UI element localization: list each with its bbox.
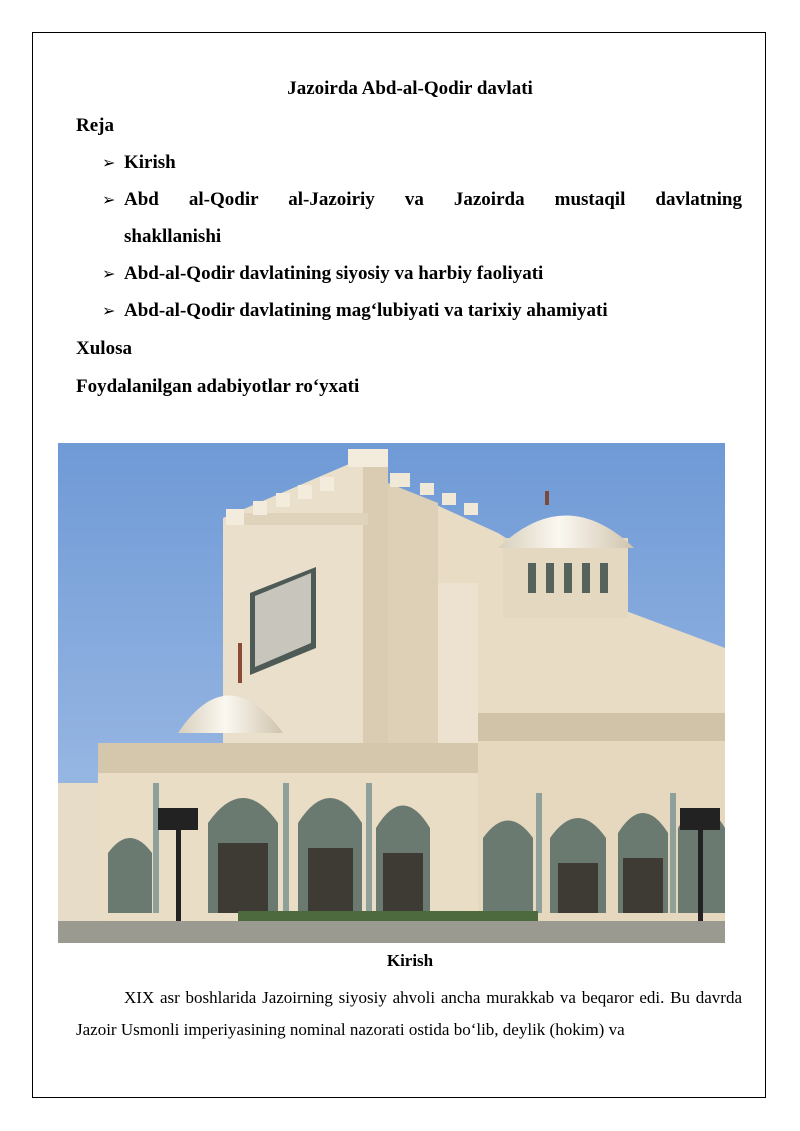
document-title: Jazoirda Abd-al-Qodir davlati: [287, 78, 533, 99]
plan-item-text-line1: Abd al-Qodir al-Jazoiriy va Jazoirda mustaqil davlatning: [124, 189, 742, 210]
plan-item-text: Abd-al-Qodir davlatining siyosiy va harbiy faoliyati: [124, 263, 544, 284]
plan-item: [102, 144, 742, 181]
references-heading: Foydalanilgan adabiyotlar ro‘yxati: [76, 376, 360, 397]
plan-item-text: Abd-al-Qodir davlatining mag‘lubiyati va tarixiy ahamiyati: [124, 300, 608, 321]
mosque-photo: [58, 443, 725, 943]
conclusion-heading: Xulosa: [76, 338, 132, 359]
plan-item: [102, 292, 742, 329]
arrow-bullet-icon: ➢: [102, 301, 116, 320]
section-heading: Kirish: [386, 951, 434, 970]
body-paragraph: XIX asr boshlarida Jazoirning siyosiy ahvoli ancha murakkab va beqaror edi. Bu davrda Jazoir Usmonli imperiyasining nominal nazorati ostida bo‘lib, deylik (hokim) va: [76, 988, 742, 1039]
arrow-bullet-icon: ➢: [102, 190, 116, 209]
arrow-bullet-icon: ➢: [102, 153, 116, 172]
plan-item-text-line2: shakllanishi: [124, 226, 222, 247]
plan-item-text: Kirish: [124, 152, 176, 173]
plan-item: [102, 181, 742, 255]
arrow-bullet-icon: ➢: [102, 264, 116, 283]
plan-item: [102, 255, 742, 292]
plan-heading: Reja: [76, 115, 114, 136]
